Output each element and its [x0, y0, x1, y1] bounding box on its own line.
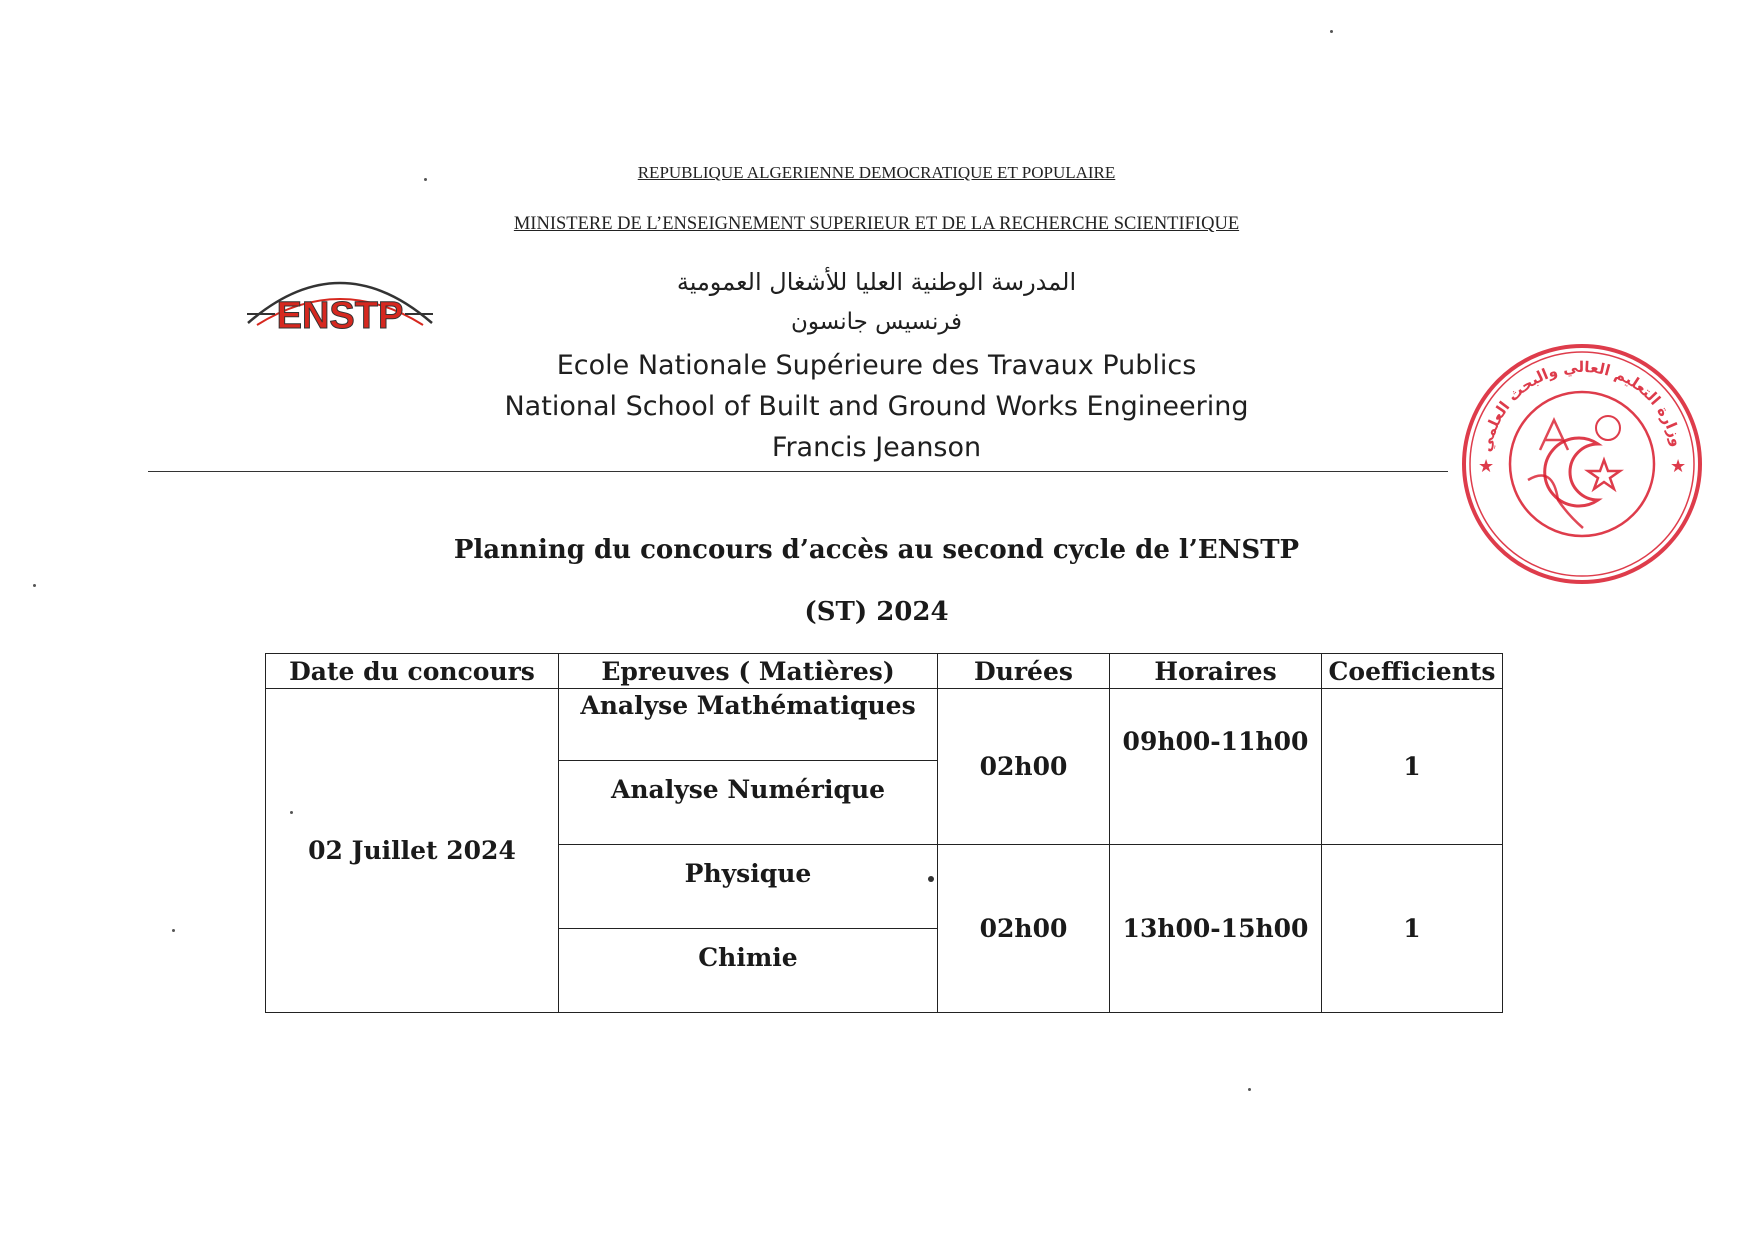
logo-wordmark: ENSTP	[276, 295, 404, 337]
school-name-arabic: المدرسة الوطنية العليا للأشغال العمومية	[676, 268, 1077, 296]
francis-jeanson-arabic: فرنسيس جانسون	[790, 309, 963, 335]
scan-speck	[424, 178, 427, 181]
subject-cell: Analyse Mathématiques	[559, 689, 938, 761]
scan-speck	[1330, 30, 1333, 33]
header-divider	[148, 471, 1448, 472]
ministry-heading: MINISTERE DE L’ENSEIGNEMENT SUPERIEUR ET DE LA RECHERCHE SCIENTIFIQUE	[513, 214, 1240, 234]
header-subjects: Epreuves ( Matières)	[559, 654, 938, 689]
subject-cell: Physique	[559, 845, 938, 929]
header-hours: Horaires	[1110, 654, 1322, 689]
document-subtitle: (ST) 2024	[804, 597, 949, 627]
header-coefficients: Coefficients	[1322, 654, 1503, 689]
exam-schedule-table	[265, 653, 1503, 1013]
document-title: Planning du concours d’accès au second cycle de l’ENSTP	[453, 535, 1300, 565]
scan-speck	[33, 584, 36, 587]
svg-text:★: ★	[1670, 456, 1687, 477]
francis-jeanson: Francis Jeanson	[771, 432, 982, 463]
scan-speck	[290, 811, 293, 814]
coefficient-cell: 1	[1322, 845, 1503, 1013]
stamp-ring-text: وزارة التعليم العالي والبحث العلمي	[1476, 357, 1687, 454]
scan-speck	[172, 929, 175, 932]
republic-heading: REPUBLIQUE ALGERIENNE DEMOCRATIQUE ET POPULAIRE	[637, 163, 1116, 182]
exam-date-cell: 02 Juillet 2024	[266, 689, 559, 1013]
duration-cell: 02h00	[938, 689, 1110, 845]
table-row	[266, 689, 1503, 761]
svg-text:★: ★	[1478, 456, 1495, 477]
hours-cell: 09h00-11h00	[1110, 689, 1322, 845]
subject-cell: Chimie	[559, 929, 938, 1013]
hours-cell: 13h00-15h00	[1110, 845, 1322, 1013]
header-date: Date du concours	[266, 654, 559, 689]
subject-cell: Analyse Numérique	[559, 761, 938, 845]
table-header-row	[266, 654, 1503, 689]
scan-speck	[1248, 1088, 1251, 1091]
school-name-english: National School of Built and Ground Works Engineering	[504, 391, 1249, 422]
school-name-french: Ecole Nationale Supérieure des Travaux Publics	[556, 350, 1197, 381]
header-durations: Durées	[938, 654, 1110, 689]
duration-cell: 02h00	[938, 845, 1110, 1013]
scan-speck	[928, 876, 934, 882]
coefficient-cell: 1	[1322, 689, 1503, 845]
